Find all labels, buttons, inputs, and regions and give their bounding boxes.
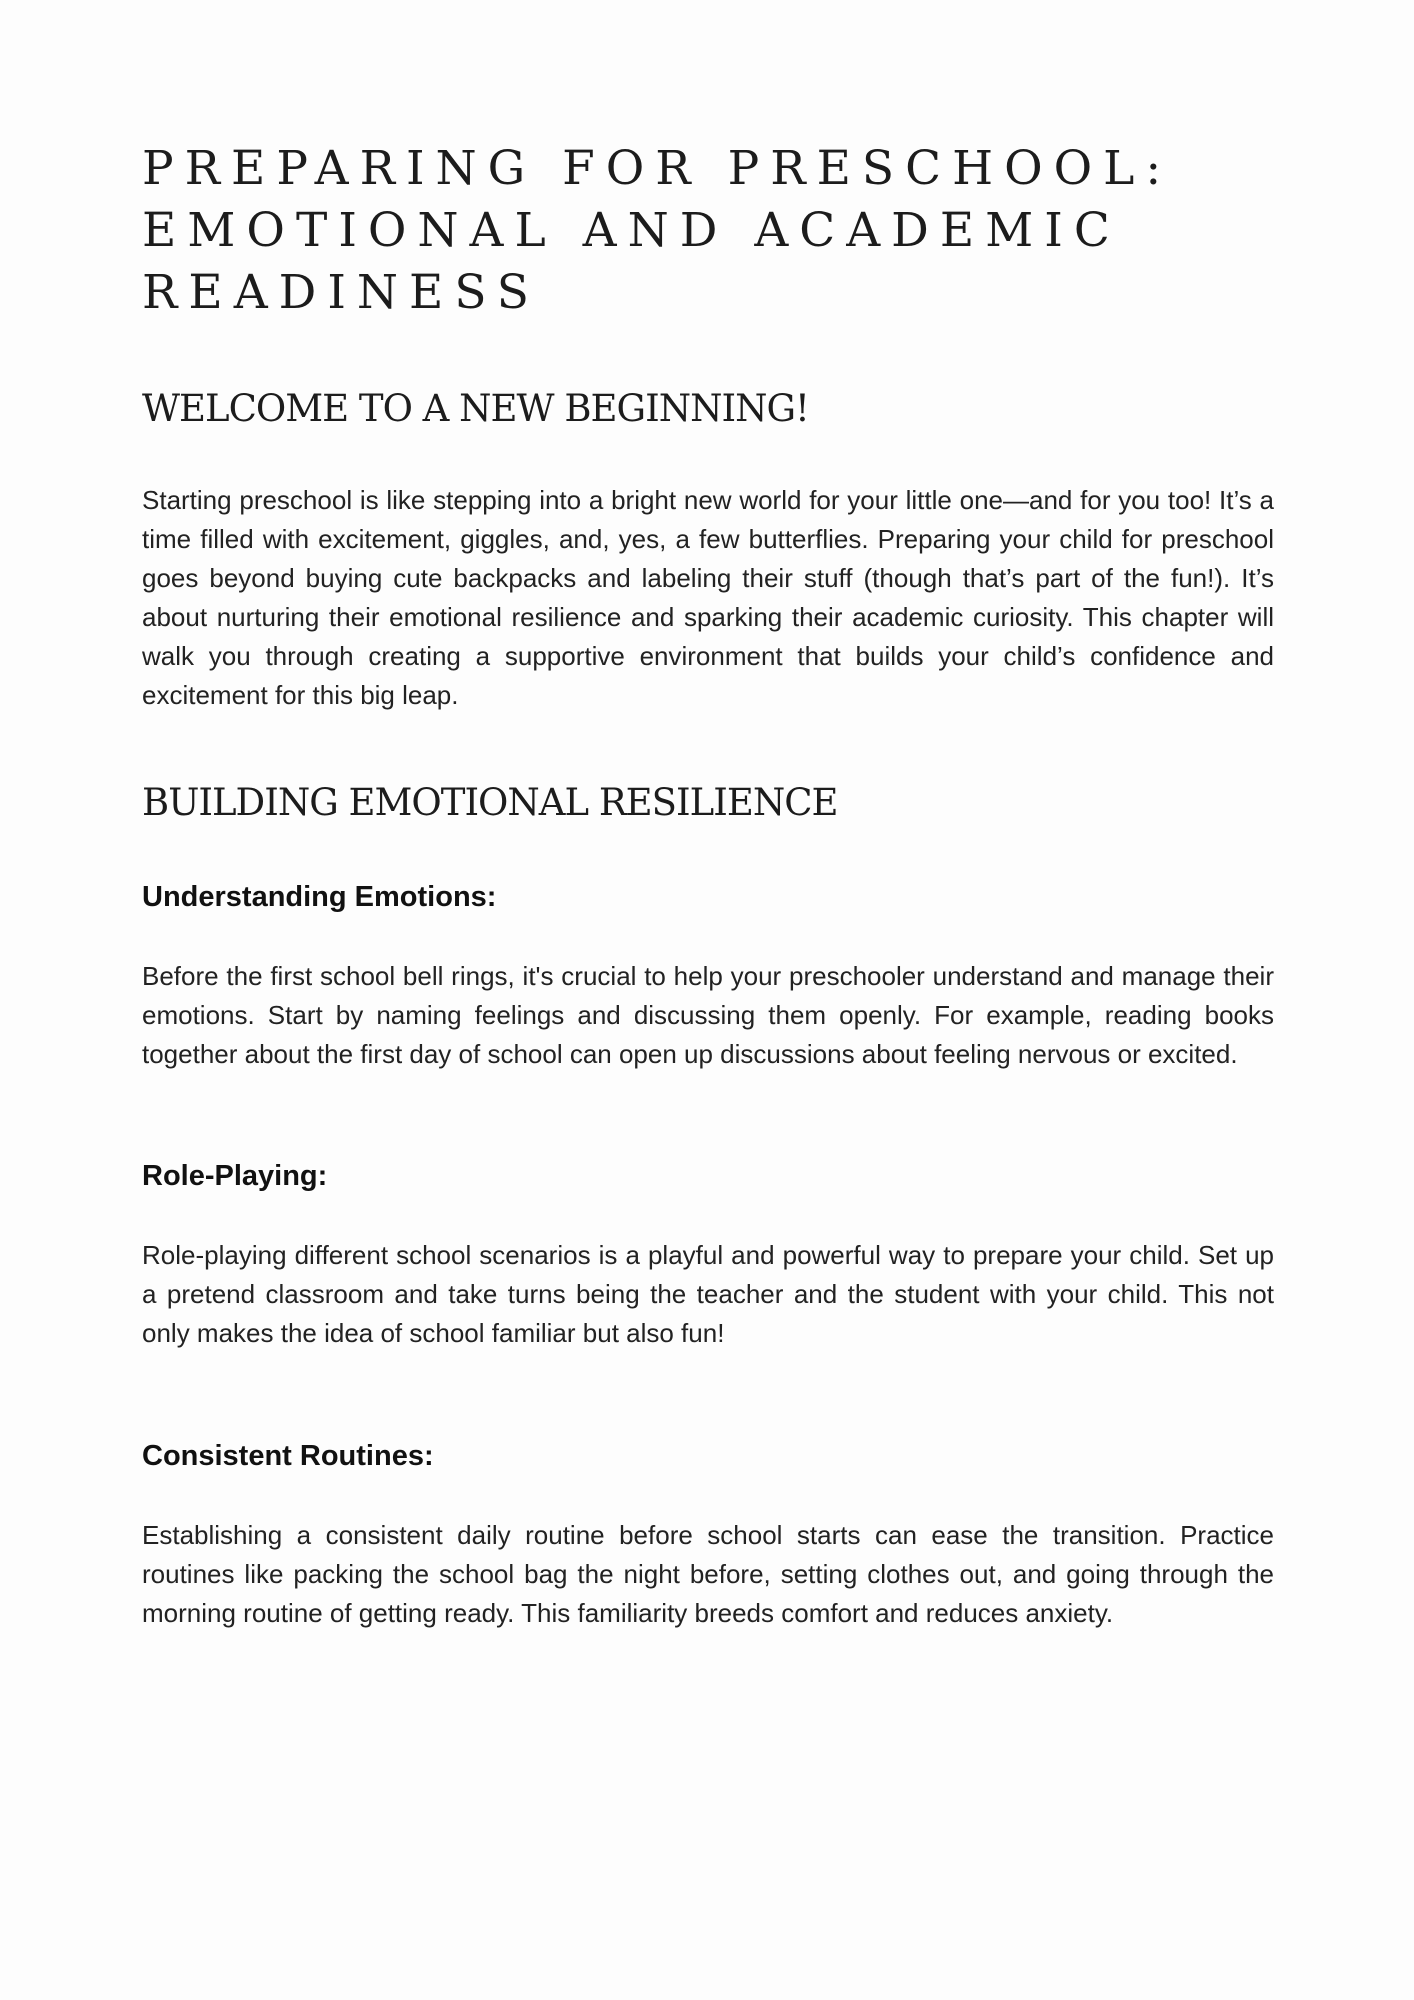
intro-paragraph: Starting preschool is like stepping into a bright new world for your little one—and for you too! It’s a time filled with excitement, giggles, and, yes, a few butterflies. Preparing your child for preschool goes beyond buying cute backpacks and labeling their stuff (though that’s part of the fun!). It’s about nurturing their emotional resilience and sparking their academic curiosity. This chapter will walk you through creating a supportive environment that builds your child’s confidence and excitement for this big leap.	[142, 485, 1274, 710]
subheading-role-playing: Role-Playing:	[142, 1160, 328, 1192]
paragraph-role-playing: Role-playing different school scenarios is a playful and powerful way to prepare your child. Set up a pretend classroom and take turns being the teacher and the student with your child. This not only makes the idea of school familiar but also fun!	[142, 1240, 1274, 1348]
document-title: PREPARING FOR PRESCHOOL: EMOTIONAL AND ACADEMIC READINESS	[142, 141, 1173, 320]
subheading-consistent-routines: Consistent Routines:	[142, 1440, 434, 1472]
document-page	[142, 138, 1274, 1633]
paragraph-understanding-emotions: Before the first school bell rings, it's crucial to help your preschooler understand and manage their emotions. Start by naming feelings and discussing them openly. For example, reading books together about the first day of school can open up discussions about feeling nervous or excited.	[142, 961, 1274, 1069]
paragraph-consistent-routines: Establishing a consistent daily routine before school starts can ease the transition. Practice routines like packing the school bag the night before, setting clothes out, and going through the morning routine of getting ready. This familiarity breeds comfort and reduces anxiety.	[142, 1520, 1274, 1628]
section-heading-welcome: WELCOME TO A NEW BEGINNING!	[142, 387, 809, 430]
subheading-understanding-emotions: Understanding Emotions:	[142, 881, 497, 913]
section-heading-emotional-resilience: BUILDING EMOTIONAL RESILIENCE	[142, 781, 838, 824]
